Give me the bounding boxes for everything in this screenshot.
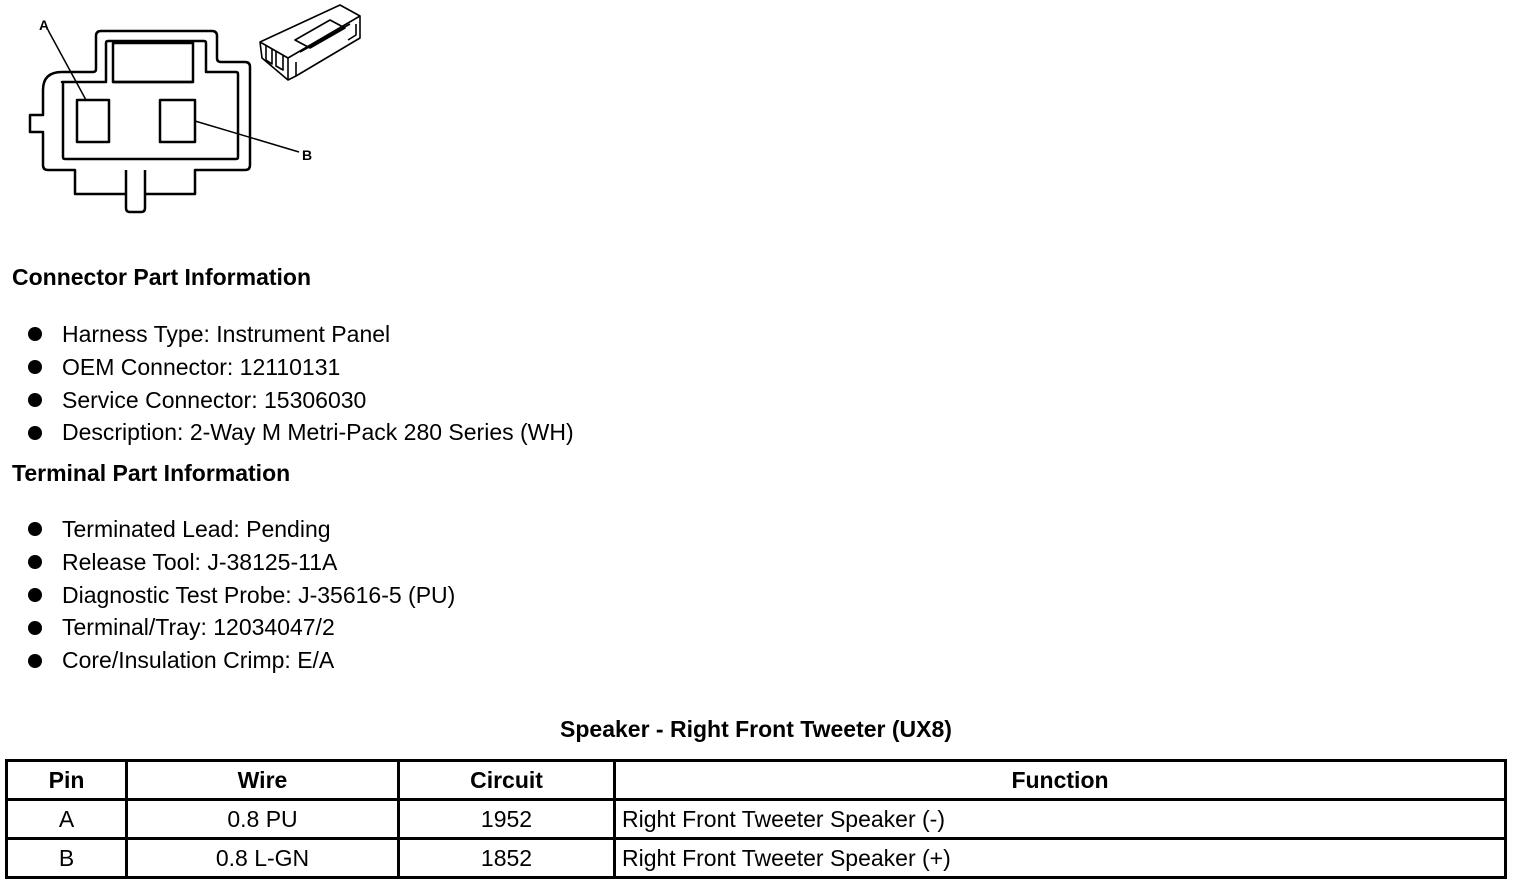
list-item-text: OEM Connector: 12110131	[62, 353, 341, 380]
cell-pin: B	[7, 839, 127, 878]
cell-wire: 0.8 L-GN	[127, 839, 399, 878]
table-row	[7, 800, 1506, 839]
cell-function: Right Front Tweeter Speaker (+)	[615, 839, 1506, 878]
list-item-text: Harness Type: Instrument Panel	[62, 321, 391, 347]
table-header-row	[7, 761, 1506, 800]
cell-pin: A	[7, 800, 127, 839]
bullet-icon	[28, 654, 42, 668]
list-item-text: Service Connector: 15306030	[62, 386, 367, 413]
list-item	[28, 318, 574, 351]
list-item	[28, 579, 455, 612]
list-item-text: Diagnostic Test Probe: J-35616-5 (PU)	[62, 581, 456, 608]
leader-line-a	[48, 30, 86, 100]
list-item-text: Terminated Lead: Pending	[62, 516, 331, 542]
list-item	[28, 611, 455, 644]
column-header-wire: Wire	[127, 761, 399, 800]
latch-window	[113, 43, 193, 82]
bullet-icon	[28, 327, 42, 341]
terminal-part-list	[28, 513, 455, 677]
leader-line-b	[195, 121, 299, 152]
column-header-circuit: Circuit	[399, 761, 615, 800]
connector-diagram	[0, 0, 380, 220]
pin-table	[5, 759, 1507, 879]
list-item	[28, 513, 455, 546]
list-item	[28, 644, 455, 677]
list-item-text: Description: 2-Way M Metri-Pack 280 Series (WH)	[62, 419, 574, 446]
bullet-icon	[28, 522, 42, 536]
pin-label-a: A	[39, 17, 50, 33]
connector-part-list	[28, 318, 574, 449]
bullet-icon	[28, 555, 42, 569]
bullet-icon	[28, 393, 42, 407]
pin-table-title: Speaker - Right Front Tweeter (UX8)	[560, 716, 952, 742]
cell-function: Right Front Tweeter Speaker (-)	[615, 800, 1506, 839]
bullet-icon	[28, 426, 42, 440]
list-item	[28, 384, 574, 417]
cell-circuit: 1952	[399, 800, 615, 839]
column-header-pin: Pin	[7, 761, 127, 800]
pin-label-b: B	[302, 147, 313, 163]
terminal-cavity-a	[77, 100, 109, 142]
column-header-function: Function	[615, 761, 1506, 800]
list-item	[28, 546, 455, 579]
terminal-cavity-b	[160, 100, 195, 142]
bullet-icon	[28, 588, 42, 602]
connector-part-heading: Connector Part Information	[12, 264, 312, 290]
table-row	[7, 839, 1506, 878]
list-item-text: Core/Insulation Crimp: E/A	[62, 647, 335, 674]
list-item-text: Release Tool: J-38125-11A	[62, 548, 338, 575]
connector-isometric-icon	[260, 5, 360, 80]
list-item-text: Terminal/Tray: 12034047/2	[62, 614, 335, 641]
list-item	[28, 416, 574, 449]
cell-circuit: 1852	[399, 839, 615, 878]
cell-wire: 0.8 PU	[127, 800, 399, 839]
list-item	[28, 351, 574, 384]
terminal-part-heading: Terminal Part Information	[12, 460, 291, 486]
bullet-icon	[28, 360, 42, 374]
bullet-icon	[28, 621, 42, 635]
